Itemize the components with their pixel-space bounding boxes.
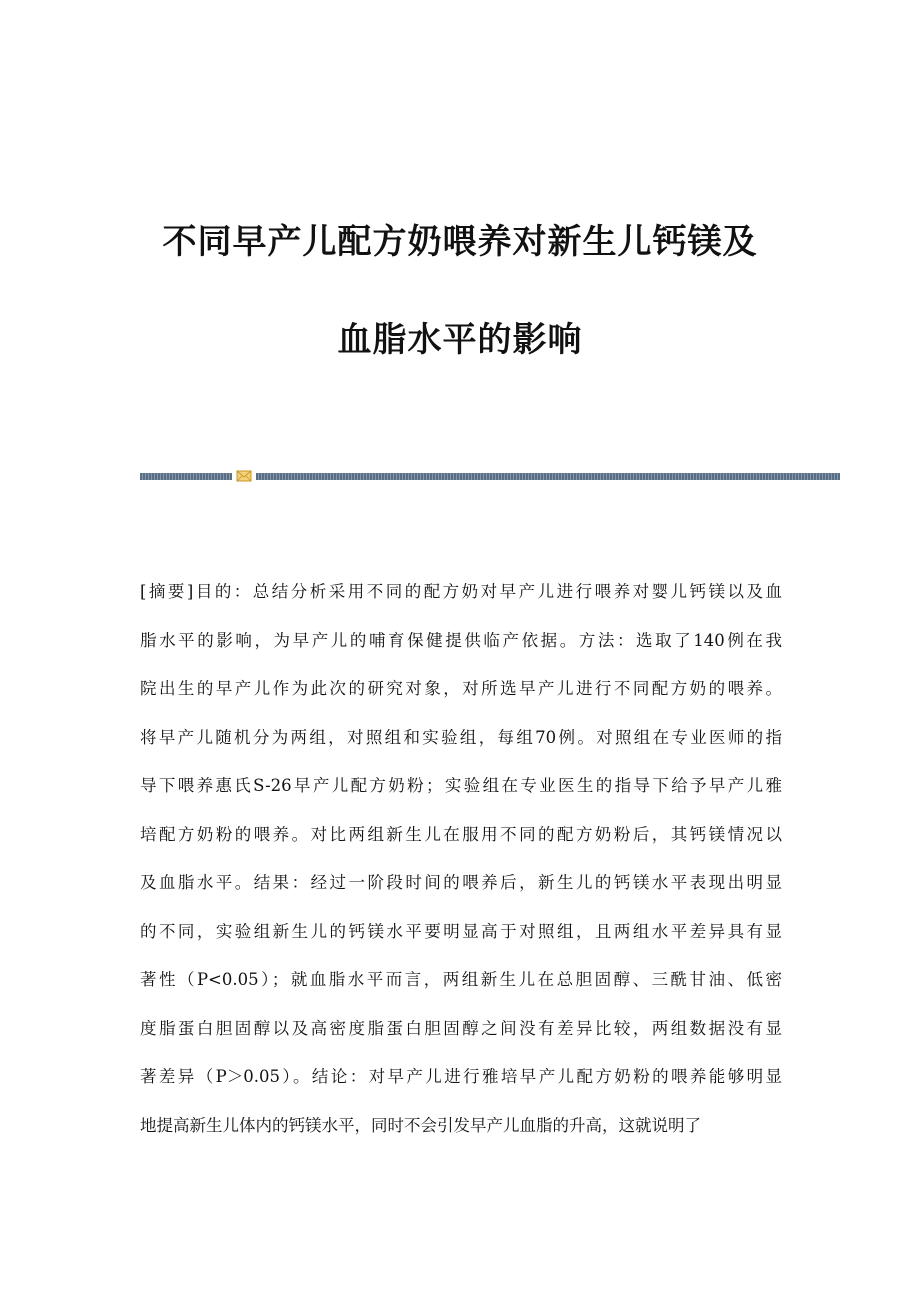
abstract-line: 导下喂养惠氏S-26早产儿配方奶粉；实验组在专业医生的指导下给予早产儿雅	[140, 776, 782, 795]
abstract-line: 度脂蛋白胆固醇以及高密度脂蛋白胆固醇之间没有差异比较，两组数据没有显	[140, 1018, 782, 1038]
divider-bar-right	[256, 473, 840, 480]
abstract-line: 著差异（P＞0.05）。结论：对早产儿进行雅培早产儿配方奶粉的喂养能够明显	[140, 1067, 782, 1086]
abstract-line: 及血脂水平。结果：经过一阶段时间的喂养后，新生儿的钙镁水平表现出明显	[140, 873, 782, 892]
document-title-line-2: 血脂水平的影响	[337, 320, 583, 360]
title-divider	[140, 468, 840, 484]
abstract-line: 脂水平的影响，为早产儿的哺育保健提供临产依据。方法：选取了140例在我	[140, 630, 782, 650]
abstract-line: [摘要]目的：总结分析采用不同的配方奶对早产儿进行喂养对婴儿钙镁以及血	[140, 582, 782, 601]
abstract-line: 培配方奶粉的喂养。对比两组新生儿在服用不同的配方奶粉后，其钙镁情况以	[140, 824, 782, 844]
abstract-line: 的不同，实验组新生儿的钙镁水平要明显高于对照组，且两组水平差异具有显	[140, 921, 782, 941]
divider-bar-left	[140, 473, 232, 480]
abstract-body	[140, 568, 782, 1150]
abstract-line: 著性（P<0.05）；就血脂水平而言，两组新生儿在总胆固醇、三酰甘油、低密	[140, 970, 782, 989]
document-title-line-1: 不同早产儿配方奶喂养对新生儿钙镁及	[162, 222, 758, 262]
abstract-line: 院出生的早产儿作为此次的研究对象，对所选早产儿进行不同配方奶的喂养。	[140, 679, 782, 698]
envelope-icon	[236, 469, 252, 483]
abstract-line: 地提高新生儿体内的钙镁水平，同时不会引发早产儿血脂的升高，这就说明了	[140, 1115, 701, 1135]
abstract-line: 将早产儿随机分为两组，对照组和实验组，每组70例。对照组在专业医师的指	[140, 727, 782, 747]
